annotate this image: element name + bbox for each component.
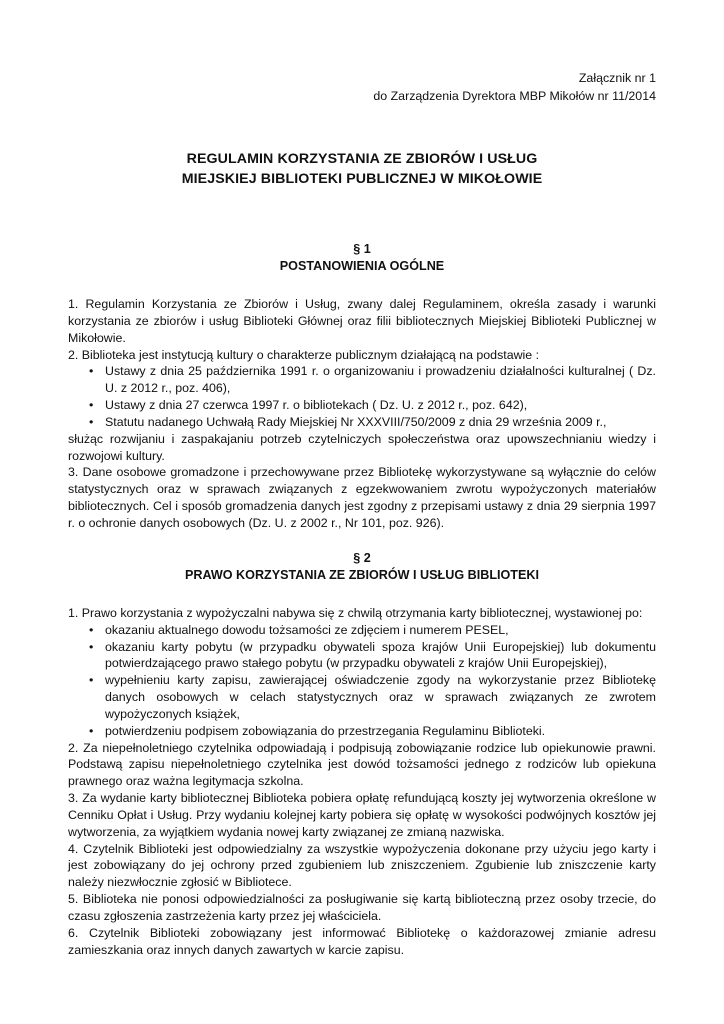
paragraph: 2. Za niepełnoletniego czytelnika odpowiadają i podpisują zobowiązanie rodzice lub opiekunowie prawni. Podstawą zapisu niepełnoletniego czytelnika jest dowód tożsamości jednego z rodziców lub opiekuna prawnego oraz ważna legitymacja szkolna. <box>68 740 656 789</box>
list-item: • wypełnieniu karty zapisu, zawierającej oświadczenie zgody na wykorzystanie przez Bibliotekę danych osobowych w celach statystycznych oraz w sprawach związanych ze zwrotem wypożyczonych książek, <box>89 673 656 721</box>
list-item: • Statutu nadanego Uchwałą Rady Miejskiej Nr XXXVIII/750/2009 z dnia 29 września 2009 r., <box>89 414 607 429</box>
paragraph: 4. Czytelnik Biblioteki jest odpowiedzialny za wszystkie wypożyczenia dokonane przy użyciu jego karty i jest zobowiązany do jej ochrony przed zgubieniem lub zniszczeniem. Zgubienie lub zniszczenie karty należy niezwłocznie zgłosić w Bibliotece. <box>68 841 656 890</box>
section-title: POSTANOWIENIA OGÓLNE <box>279 259 445 273</box>
legal-basis-list <box>68 363 656 430</box>
document-page <box>68 70 656 959</box>
section-number: § 2 <box>353 550 371 565</box>
annex-header <box>68 70 656 105</box>
card-requirements-list <box>68 622 656 740</box>
bullet-glyph: • <box>89 622 94 637</box>
section-2-heading <box>68 550 656 584</box>
paragraph: 1. Prawo korzystania z wypożyczalni nabywa się z chwilą otrzymania karty bibliotecznej, wystawionej po: <box>68 605 643 620</box>
section-number: § 1 <box>353 242 371 256</box>
bullet-glyph: • <box>89 398 94 413</box>
list-item: • Ustawy z dnia 25 października 1991 r. o organizowaniu i prowadzeniu działalności kulturalnej ( Dz. U. z 2012 r., poz. 406), <box>89 364 656 396</box>
document-title <box>68 149 656 189</box>
paragraph: 6. Czytelnik Biblioteki zobowiązany jest informować Bibliotekę o każdorazowej zmianie adresu zamieszkania oraz innych danych zawartych w karcie zapisu. <box>68 925 656 957</box>
section-title: PRAWO KORZYSTANIA ZE ZBIORÓW I USŁUG BIBLIOTEKI <box>184 567 539 582</box>
annex-reference: do Zarządzenia Dyrektora MBP Mikołów nr 11/2014 <box>373 88 656 103</box>
section-1-body <box>68 296 656 532</box>
list-item: • potwierdzeniu podpisem zobowiązania do przestrzegania Regulaminu Biblioteki. <box>89 723 546 738</box>
list-item: • okazaniu karty pobytu (w przypadku obywateli spoza krajów Unii Europejskiej) lub dokumentu potwierdzającego prawo stałego pobytu (w przypadku obywateli z krajów Unii Europejskiej), <box>89 639 656 671</box>
annex-number: Załącznik nr 1 <box>578 71 656 85</box>
paragraph: 3. Dane osobowe gromadzone i przechowywane przez Bibliotekę wykorzystywane są wyłącznie do celów statystycznych oraz w sprawach związanych z egzekwowaniem zwrotu wypożyczonych materiałów bibliotecznych. Cel i sposób gromadzenia danych jest zgodny z przepisami ustawy z dnia 29 sierpnia 1997 r. o ochronie danych osobowych (Dz. U. z 2002 r., Nr 101, poz. 926). <box>68 465 656 530</box>
paragraph: służąc rozwijaniu i zaspakajaniu potrzeb czytelniczych społeczeństwa oraz upowszechnianiu wiedzy i rozwojowi kultury. <box>68 431 656 463</box>
bullet-glyph: • <box>89 364 94 379</box>
list-item: • Ustawy z dnia 27 czerwca 1997 r. o bibliotekach ( Dz. U. z 2012 r., poz. 642), <box>89 398 528 413</box>
paragraph: 1. Regulamin Korzystania ze Zbiorów i Usług, zwany dalej Regulaminem, określa zasady i warunki korzystania ze zbiorów i usług Biblioteki Głównej oraz filii bibliotecznych Miejskiej Biblioteki Publicznej w Mikołowie. <box>68 297 656 345</box>
paragraph: 3. Za wydanie karty bibliotecznej Biblioteka pobiera opłatę refundującą koszty jej wytworzenia określone w Cenniku Opłat i Usług. Przy wydaniu kolejnej karty pobiera się opłatę w wysokości podwójnych kosztów jej wytworzenia, za wyjątkiem wydania nowej karty związanej ze zmianą nazwiska. <box>68 791 656 839</box>
title-line-1: REGULAMIN KORZYSTANIA ZE ZBIORÓW I USŁUG <box>186 151 538 167</box>
list-item: • okazaniu aktualnego dowodu tożsamości ze zdjęciem i numerem PESEL, <box>89 622 509 637</box>
section-1-heading <box>68 241 656 275</box>
title-line-2: MIEJSKIEJ BIBLIOTEKI PUBLICZNEJ W MIKOŁOWIE <box>181 171 543 187</box>
bullet-glyph: • <box>89 639 94 654</box>
bullet-glyph: • <box>89 723 94 738</box>
paragraph: 5. Biblioteka nie ponosi odpowiedzialności za posługiwanie się kartą biblioteczną przez osoby trzecie, do czasu zgłoszenia zastrzeżenia karty przez jej właściciela. <box>68 892 656 923</box>
paragraph: 2. Biblioteka jest instytucją kultury o charakterze publicznym działającą na podstawie : <box>68 347 540 362</box>
section-2-body <box>68 605 656 959</box>
bullet-glyph: • <box>89 673 94 688</box>
bullet-glyph: • <box>89 414 94 429</box>
